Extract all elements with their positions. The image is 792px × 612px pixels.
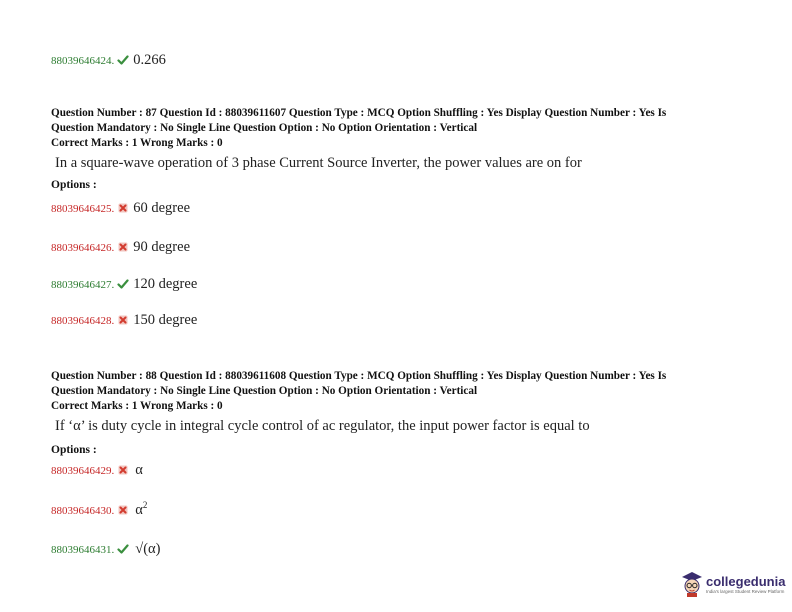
option-id: 88039646429. bbox=[51, 465, 115, 477]
option-value bbox=[135, 502, 147, 518]
question-meta-line: Question Number : 88 Question Id : 88039611608 Question Type : MCQ Option Shuffling : Yes Display Question Number : Yes Is bbox=[51, 370, 667, 382]
question-meta-line: Question Number : 87 Question Id : 88039611607 Question Type : MCQ Option Shuffling : Yes Display Question Number : Yes Is bbox=[51, 107, 667, 119]
check-icon bbox=[117, 278, 129, 290]
question-meta-line: Question Mandatory : No Single Line Question Option : No Option Orientation : Vertical bbox=[51, 385, 478, 397]
option-id: 88039646431. bbox=[51, 544, 115, 556]
cross-icon bbox=[117, 241, 129, 253]
option-value-base: α bbox=[135, 501, 143, 518]
option-value: α bbox=[135, 462, 143, 478]
option-row bbox=[51, 52, 166, 69]
options-label: Options : bbox=[51, 179, 97, 191]
logo-tagline: India's largest Student Review Platform bbox=[706, 589, 785, 594]
option-value: 90 degree bbox=[133, 239, 191, 255]
option-id: 88039646430. bbox=[51, 504, 115, 517]
check-icon bbox=[117, 54, 129, 66]
option-value-exponent: 2 bbox=[142, 500, 148, 510]
option-value: 120 degree bbox=[133, 276, 198, 292]
option-id: 88039646426. bbox=[51, 242, 115, 254]
option-id: 88039646428. bbox=[51, 315, 115, 327]
cross-icon bbox=[117, 464, 129, 476]
marks-line: Correct Marks : 1 Wrong Marks : 0 bbox=[51, 400, 223, 412]
question-meta-line: Question Mandatory : No Single Line Question Option : No Option Orientation : Vertical bbox=[51, 122, 478, 134]
question-text: If ‘α’ is duty cycle in integral cycle control of ac regulator, the input power factor is equal to bbox=[55, 418, 590, 434]
logo-wordmark: collegedunia bbox=[706, 574, 786, 589]
collegedunia-logo bbox=[681, 571, 785, 597]
option-row bbox=[51, 541, 160, 558]
option-value: 0.266 bbox=[133, 52, 166, 68]
question-meta bbox=[51, 106, 666, 151]
cross-icon bbox=[117, 504, 129, 516]
question-meta bbox=[51, 369, 666, 414]
check-icon bbox=[117, 543, 129, 555]
option-row bbox=[51, 462, 143, 479]
option-id: 88039646425. bbox=[51, 203, 115, 215]
options-label: Options : bbox=[51, 444, 97, 456]
option-row bbox=[51, 500, 147, 519]
marks-line: Correct Marks : 1 Wrong Marks : 0 bbox=[51, 137, 223, 149]
option-value: 150 degree bbox=[133, 312, 198, 328]
option-row bbox=[51, 239, 190, 256]
option-id: 88039646427. bbox=[51, 279, 115, 291]
option-row bbox=[51, 276, 197, 293]
option-value: 60 degree bbox=[133, 200, 191, 216]
cross-icon bbox=[117, 314, 129, 326]
graduate-mascot-icon bbox=[681, 571, 703, 597]
option-row bbox=[51, 200, 190, 217]
option-id: 88039646424. bbox=[51, 55, 115, 67]
option-row bbox=[51, 312, 197, 329]
question-text: In a square-wave operation of 3 phase Current Source Inverter, the power values are on for bbox=[55, 155, 582, 171]
logo-text-block bbox=[706, 574, 785, 594]
cross-icon bbox=[117, 202, 129, 214]
option-value: √(α) bbox=[135, 541, 161, 557]
